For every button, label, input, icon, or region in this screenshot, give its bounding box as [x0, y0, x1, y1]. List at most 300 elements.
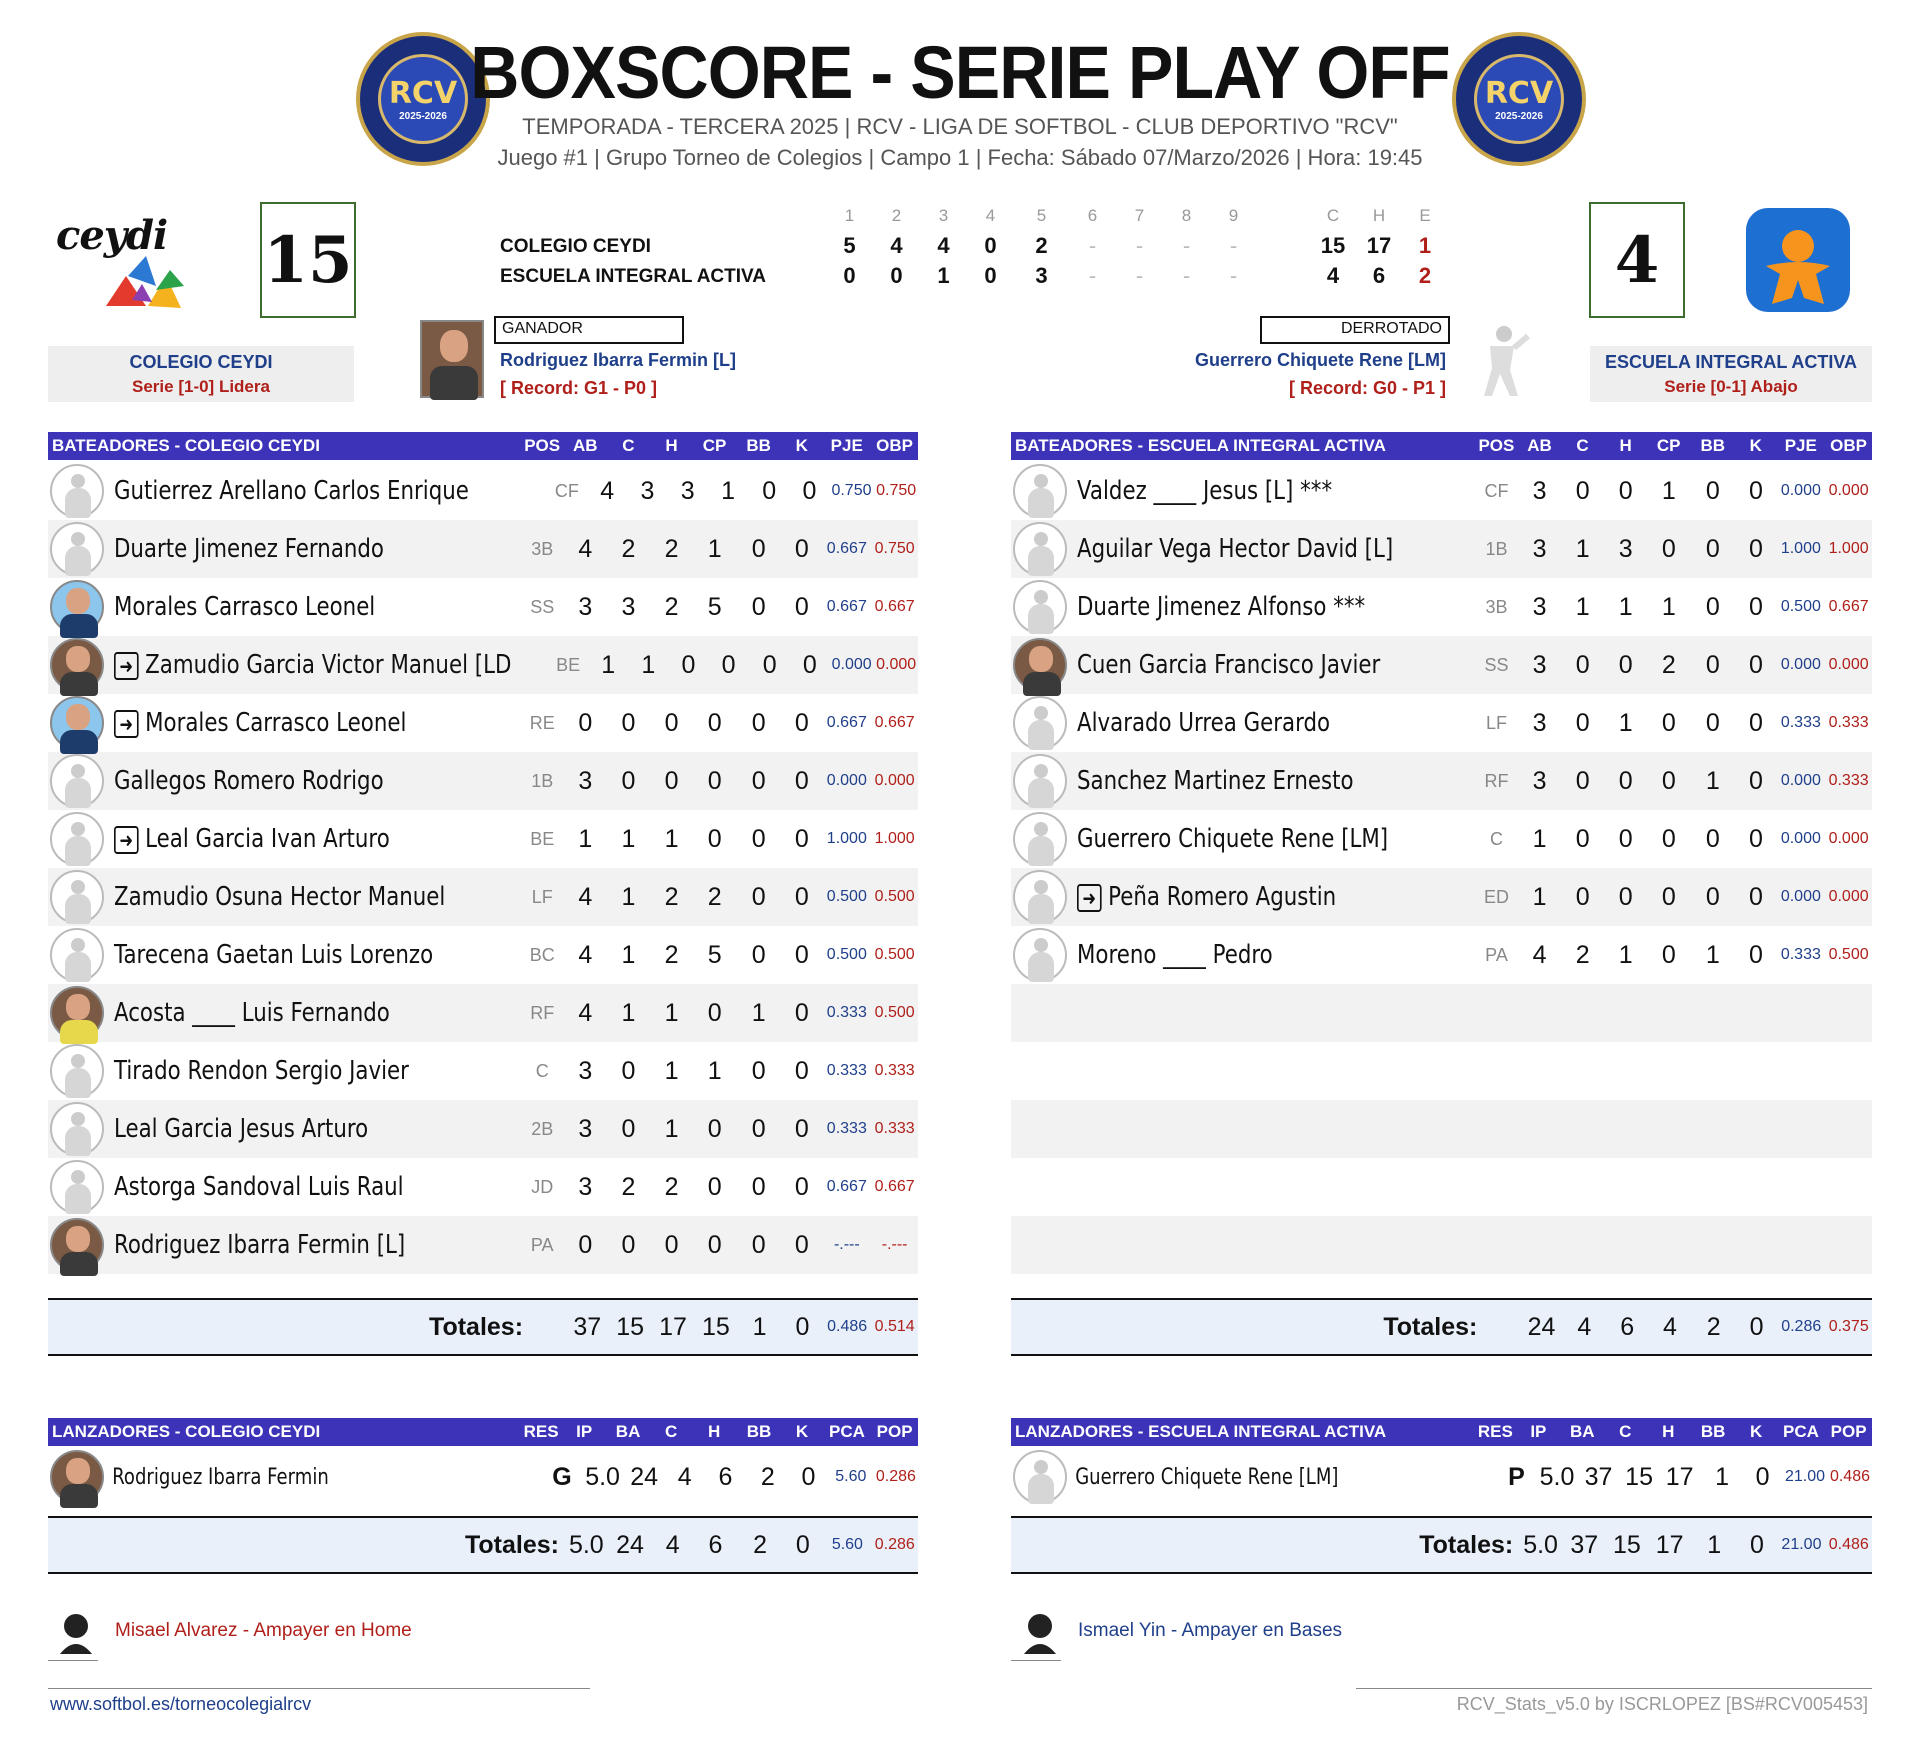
col-header: POP — [876, 1422, 913, 1441]
player-silhouette-icon — [1013, 812, 1067, 866]
stat-bb: 0 — [1705, 534, 1720, 563]
stat-cp: 0 — [1661, 824, 1676, 853]
totals-label: Totales: — [429, 1312, 524, 1341]
total-pop: 0.486 — [1828, 1536, 1869, 1553]
col-header: K — [1749, 1422, 1763, 1441]
stat-h: 2 — [664, 1172, 679, 1201]
total-ab: 24 — [1527, 1312, 1556, 1341]
col-header: PJE — [830, 436, 863, 455]
stat-cp: 0 — [1661, 940, 1676, 969]
empty-row — [1011, 1158, 1872, 1216]
player-photo — [50, 638, 104, 692]
player-name-wrap — [114, 824, 447, 854]
loser-label: DERROTADO — [1260, 316, 1450, 344]
stat-k: 0 — [794, 940, 809, 969]
stat-pje: 0.333 — [826, 1120, 867, 1137]
table-row[interactable] — [1011, 868, 1872, 926]
table-row[interactable] — [1011, 926, 1872, 984]
stat-ab: 1 — [1532, 882, 1547, 911]
inning-number: 5 — [1036, 206, 1047, 225]
home-inning-runs: 5 — [843, 233, 856, 258]
stat-c: 0 — [621, 708, 636, 737]
che-label: C — [1326, 206, 1340, 225]
home-h: 17 — [1366, 233, 1392, 258]
table-row[interactable] — [48, 752, 918, 810]
escuela-activa-logo — [1746, 208, 1850, 312]
player-cell — [104, 534, 521, 564]
player-name: Cuen Garcia Francisco Javier — [1077, 650, 1381, 680]
stat-obp: 0.667 — [874, 598, 915, 615]
stat-h: 0 — [664, 708, 679, 737]
table-row[interactable] — [48, 1100, 918, 1158]
away-che — [1310, 263, 1448, 289]
substitute-arrow-icon: ➜ — [114, 710, 139, 738]
stat-ab: 3 — [578, 1056, 593, 1085]
footer-line-right — [1356, 1688, 1872, 1689]
stat-pje: 0.750 — [831, 482, 872, 499]
away-e: 2 — [1418, 263, 1432, 288]
player-silhouette-icon — [50, 928, 104, 982]
stat-bb: 0 — [1705, 650, 1720, 679]
col-header: C — [664, 1422, 678, 1441]
empty-row — [1011, 1216, 1872, 1274]
col-header: OBP — [876, 436, 913, 455]
stat-k: 0 — [1748, 824, 1763, 853]
substitute-arrow-icon: ➜ — [1077, 884, 1102, 912]
player-name-wrap — [114, 534, 447, 564]
stat-h: 2 — [664, 940, 679, 969]
stat-c: 0 — [621, 766, 636, 795]
stat-h: 2 — [664, 534, 679, 563]
stat-k: 0 — [1748, 650, 1763, 679]
stat-pje: 0.333 — [1780, 714, 1821, 731]
stat-pje: 0.000 — [831, 656, 872, 673]
player-cell — [104, 650, 548, 680]
stat-h: 0 — [681, 650, 696, 679]
player-cell — [104, 766, 521, 796]
batting-header — [1011, 432, 1872, 460]
total-k: 0 — [1749, 1530, 1764, 1559]
player-name: Morales Carrasco Leonel — [145, 708, 407, 738]
col-header: OBP — [1830, 436, 1867, 455]
player-name: Zamudio Osuna Hector Manuel — [114, 882, 446, 912]
away-score-box: 4 — [1589, 202, 1685, 318]
col-header: C — [622, 436, 635, 455]
stat-pca: 21.00 — [1784, 1468, 1825, 1485]
pitching-title: LANZADORES - ESCUELA INTEGRAL ACTIVA — [1015, 1422, 1387, 1441]
total-obp: 0.514 — [874, 1318, 915, 1335]
stat-h: 0 — [664, 766, 679, 795]
stat-ab: 3 — [1532, 534, 1547, 563]
inning-number: 8 — [1181, 206, 1192, 225]
stat-bb: 0 — [751, 1056, 766, 1085]
stat-c: 0 — [1575, 882, 1590, 911]
player-name: Acosta ____ Luis Fernando — [114, 998, 390, 1028]
stat-cp: 0 — [707, 998, 722, 1027]
stat-obp: 1.000 — [874, 830, 915, 847]
player-name-wrap — [114, 592, 447, 622]
stat-h: 2 — [664, 882, 679, 911]
footer-url[interactable]: www.softbol.es/torneocolegialrcv — [50, 1694, 312, 1714]
stat-h: 1 — [1618, 592, 1633, 621]
col-header: K — [795, 436, 808, 455]
inning-number: 9 — [1228, 206, 1239, 225]
table-row[interactable] — [1011, 462, 1872, 520]
stat-pos: CF — [1484, 480, 1509, 501]
stat-ba: 24 — [630, 1462, 659, 1491]
stat-pje: 0.000 — [1780, 772, 1821, 789]
stat-bb: 0 — [751, 824, 766, 853]
stat-ip: 5.0 — [585, 1462, 620, 1491]
stat-c: 3 — [621, 592, 636, 621]
player-name: Leal Garcia Ivan Arturo — [145, 824, 390, 854]
player-silhouette-icon — [50, 1160, 104, 1214]
divider — [1011, 1660, 1061, 1661]
stat-h: 1 — [1618, 708, 1633, 737]
player-name: Duarte Jimenez Alfonso *** — [1077, 592, 1366, 622]
stat-pje: 0.667 — [826, 1178, 867, 1195]
away-batting-table — [1011, 432, 1872, 1356]
total-ip: 5.0 — [1523, 1530, 1558, 1559]
home-inning-runs: 2 — [1035, 233, 1048, 258]
col-header: PCA — [828, 1422, 865, 1441]
table-row[interactable] — [1011, 810, 1872, 868]
table-row[interactable] — [48, 810, 918, 868]
totals-label: Totales: — [1383, 1312, 1478, 1341]
col-header: PJE — [1784, 436, 1817, 455]
pitching-header — [48, 1418, 918, 1446]
stat-bb: 0 — [751, 1114, 766, 1143]
player-name-wrap — [114, 766, 447, 796]
stat-pje: 0.000 — [1780, 830, 1821, 847]
stat-h: 1 — [664, 1114, 679, 1143]
total-ab: 37 — [573, 1312, 602, 1341]
stat-obp: 0.667 — [874, 714, 915, 731]
stat-h: 1 — [664, 824, 679, 853]
col-header: AB — [1527, 436, 1552, 455]
player-name: Peña Romero Agustin — [1108, 882, 1337, 912]
stat-cp: 1 — [707, 1056, 722, 1085]
home-batting-table — [48, 432, 918, 1356]
stat-cp: 5 — [707, 592, 722, 621]
stat-pos: 1B — [1485, 538, 1508, 559]
player-cell — [104, 1230, 521, 1260]
page-title: BOXSCORE - SERIE PLAY OFF — [470, 31, 1450, 114]
player-photo — [50, 1450, 104, 1504]
stat-pos: RE — [529, 712, 555, 733]
batting-title: BATEADORES - ESCUELA INTEGRAL ACTIVA — [1015, 436, 1386, 455]
stat-ab: 4 — [578, 998, 593, 1027]
table-row[interactable] — [48, 1216, 918, 1274]
stat-ab: 3 — [1532, 476, 1547, 505]
stat-bb: 0 — [1705, 592, 1720, 621]
player-cell — [1067, 650, 1475, 680]
home-inning-runs: - — [1088, 233, 1097, 258]
stat-k: 0 — [1748, 940, 1763, 969]
pitcher-name: Rodriguez Ibarra Fermin — [112, 1464, 329, 1490]
stat-h: 0 — [664, 1230, 679, 1259]
stat-pje: 0.667 — [826, 540, 867, 557]
player-name: Moreno ____ Pedro — [1077, 940, 1273, 970]
table-row[interactable] — [48, 578, 918, 636]
stat-cp: 0 — [707, 1172, 722, 1201]
stat-bb: 0 — [1705, 882, 1720, 911]
player-photo — [1013, 638, 1067, 692]
stat-bb: 0 — [1705, 824, 1720, 853]
linescore-home-name: COLEGIO CEYDI — [500, 236, 651, 257]
table-row[interactable] — [48, 1158, 918, 1216]
col-header: CP — [702, 436, 727, 455]
player-silhouette-icon — [50, 464, 104, 518]
table-row[interactable] — [1011, 520, 1872, 578]
stat-bb: 0 — [1705, 708, 1720, 737]
table-row[interactable] — [48, 520, 918, 578]
player-silhouette-icon — [1013, 696, 1067, 750]
stat-k: 0 — [1755, 1462, 1770, 1491]
stat-bb: 1 — [1705, 940, 1720, 969]
total-h: 6 — [708, 1530, 723, 1559]
player-name-wrap — [1077, 592, 1403, 622]
stat-cp: 0 — [707, 1230, 722, 1259]
total-ip: 5.0 — [568, 1530, 604, 1559]
stat-obp: 0.000 — [1828, 482, 1869, 499]
home-inning-runs: 4 — [937, 233, 950, 258]
stat-obp: 0.000 — [876, 656, 917, 673]
stat-c: 0 — [1575, 766, 1590, 795]
player-name-wrap — [1077, 650, 1403, 680]
table-row[interactable] — [1011, 578, 1872, 636]
player-photo — [50, 1218, 104, 1272]
winner-label: GANADOR — [494, 316, 684, 344]
away-team-box — [1590, 346, 1872, 402]
table-row[interactable] — [48, 694, 918, 752]
col-header: BA — [615, 1422, 641, 1441]
stat-c: 0 — [621, 1114, 636, 1143]
table-row[interactable] — [48, 868, 918, 926]
stat-k: 0 — [794, 1230, 809, 1259]
stat-obp: 0.500 — [874, 888, 915, 905]
stat-bb: 0 — [751, 592, 766, 621]
divider — [48, 1660, 98, 1661]
stat-pos: C — [1490, 828, 1503, 849]
total-ba: 24 — [616, 1530, 644, 1559]
col-header: H — [1619, 436, 1632, 455]
stat-k: 0 — [1748, 534, 1763, 563]
empty-row — [1011, 984, 1872, 1042]
total-c: 15 — [1613, 1530, 1641, 1559]
player-cell — [1067, 534, 1475, 564]
col-header: BA — [1569, 1422, 1595, 1441]
player-cell — [1067, 824, 1475, 854]
stat-pop: 0.486 — [1829, 1468, 1870, 1485]
stat-h: 0 — [1618, 476, 1633, 505]
winner-record: [ Record: G1 - P0 ] — [500, 378, 658, 398]
player-silhouette-icon — [50, 1044, 104, 1098]
stat-h: 2 — [664, 592, 679, 621]
stat-pos: BE — [556, 654, 581, 675]
table-row[interactable] — [48, 1042, 918, 1100]
total-bb: 1 — [752, 1312, 767, 1341]
stat-pje: 0.500 — [826, 946, 867, 963]
totals-row — [48, 1298, 918, 1356]
total-k: 0 — [795, 1530, 810, 1559]
stat-cp: 0 — [707, 766, 722, 795]
stat-k: 0 — [802, 476, 817, 505]
player-cell — [104, 1056, 521, 1086]
stat-c: 1 — [641, 650, 656, 679]
table-row[interactable] — [48, 984, 918, 1042]
stat-pop: 0.286 — [875, 1468, 916, 1485]
inning-number: 4 — [985, 206, 996, 225]
stat-pos: ED — [1484, 886, 1510, 907]
stat-cp: 1 — [721, 476, 735, 505]
player-cell — [104, 940, 521, 970]
stat-cp: 0 — [707, 1114, 722, 1143]
player-cell — [104, 592, 521, 622]
player-name-wrap — [114, 476, 469, 506]
stat-bb: 0 — [751, 882, 766, 911]
stat-pje: 0.000 — [1780, 888, 1821, 905]
batting-rows — [48, 460, 918, 1274]
stat-ab: 4 — [1532, 940, 1547, 969]
player-name-wrap — [114, 708, 447, 738]
stat-c: 2 — [621, 534, 636, 563]
innings-header — [826, 206, 1257, 226]
home-inning-runs: - — [1135, 233, 1144, 258]
player-silhouette-icon — [50, 522, 104, 576]
col-header: POS — [1478, 436, 1515, 455]
stat-pje: 1.000 — [826, 830, 867, 847]
stat-k: 0 — [794, 1056, 809, 1085]
col-header: POS — [524, 436, 561, 455]
home-inning-runs: 4 — [890, 233, 903, 258]
game-info: Juego #1 | Grupo Torneo de Colegios | Campo 1 | Fecha: Sábado 07/Marzo/2026 | Hora: 19:45 — [497, 145, 1423, 170]
player-name-wrap — [1077, 940, 1403, 970]
stat-k: 0 — [1748, 592, 1763, 621]
stat-ab: 1 — [1532, 824, 1547, 853]
che-header — [1310, 206, 1448, 226]
stat-pje: 0.667 — [826, 714, 867, 731]
table-row[interactable] — [1011, 694, 1872, 752]
total-k: 0 — [795, 1312, 810, 1341]
table-row[interactable] — [48, 636, 918, 694]
che-label: H — [1372, 206, 1386, 225]
player-silhouette-icon — [50, 812, 104, 866]
empty-row — [1011, 1100, 1872, 1158]
stat-k: 0 — [794, 592, 809, 621]
stat-c: 0 — [1575, 708, 1590, 737]
away-series-status: Serie [0-1] Abajo — [1664, 377, 1798, 396]
away-inning-runs: - — [1135, 263, 1144, 288]
substitute-arrow-icon: ➜ — [114, 652, 139, 680]
player-cell — [104, 1172, 521, 1202]
stat-k: 0 — [1748, 708, 1763, 737]
stat-h: 3 — [680, 476, 695, 505]
col-header: AB — [572, 436, 598, 455]
total-c: 4 — [1577, 1312, 1592, 1341]
stat-obp: 0.500 — [874, 1004, 915, 1021]
stat-h: 0 — [1618, 650, 1633, 679]
player-name: Sanchez Martinez Ernesto — [1077, 766, 1354, 796]
totals-row — [1011, 1516, 1872, 1574]
col-header: BB — [746, 1422, 772, 1441]
player-name: Duarte Jimenez Fernando — [114, 534, 384, 564]
stat-k: 0 — [802, 650, 817, 679]
player-name: Gallegos Romero Rodrigo — [114, 766, 384, 796]
rcv-logo-right: RCV 2025-2026 — [1452, 32, 1586, 166]
table-row[interactable] — [48, 1448, 918, 1506]
stat-h: 1 — [1618, 940, 1633, 969]
player-name-wrap — [1077, 476, 1403, 506]
total-cp: 4 — [1663, 1312, 1677, 1341]
table-row[interactable] — [1011, 752, 1872, 810]
season-subtitle: TEMPORADA - TERCERA 2025 | RCV - LIGA DE SOFTBOL - CLUB DEPORTIVO "RCV" — [522, 114, 1398, 139]
col-header: C — [1576, 436, 1589, 455]
player-name-wrap — [114, 1114, 447, 1144]
totals-row — [48, 1516, 918, 1574]
player-name: Morales Carrasco Leonel — [114, 592, 376, 622]
inning-number: 6 — [1087, 206, 1098, 225]
total-h: 17 — [1655, 1530, 1684, 1559]
player-name: Guerrero Chiquete Rene [LM] — [1077, 824, 1389, 854]
col-header: H — [665, 436, 678, 455]
stat-ab: 0 — [578, 1230, 593, 1259]
stat-bb: 0 — [751, 534, 766, 563]
inning-number: 1 — [844, 206, 855, 225]
total-pop: 0.286 — [874, 1536, 915, 1553]
stat-c: 0 — [621, 1056, 636, 1085]
stat-ab: 4 — [578, 882, 593, 911]
stat-pje: 0.667 — [826, 598, 867, 615]
stat-pos: PA — [530, 1234, 554, 1255]
player-name-wrap — [114, 650, 512, 680]
batting-rows — [1011, 460, 1872, 1274]
table-row[interactable] — [48, 462, 918, 520]
stat-cp: 1 — [1661, 476, 1676, 505]
stat-pos: SS — [1484, 654, 1509, 675]
total-k: 0 — [1749, 1312, 1764, 1341]
stat-ab: 4 — [578, 534, 593, 563]
linescore-away-name: ESCUELA INTEGRAL ACTIVA — [500, 266, 767, 287]
player-cell — [1067, 882, 1475, 912]
stat-c: 1 — [1575, 534, 1590, 563]
table-row[interactable] — [1011, 636, 1872, 694]
stat-pje: -.--- — [833, 1236, 860, 1253]
inning-number: 7 — [1134, 206, 1145, 225]
col-header: IP — [576, 1422, 593, 1441]
player-silhouette-icon — [1013, 580, 1067, 634]
home-umpire: Misael Alvarez - Ampayer en Home — [115, 1620, 412, 1641]
stat-c: 3 — [640, 476, 655, 505]
player-cell — [1067, 476, 1475, 506]
away-inning-runs: - — [1182, 263, 1191, 288]
table-row[interactable] — [48, 926, 918, 984]
stat-obp: 0.500 — [1828, 946, 1869, 963]
stat-obp: 0.000 — [1828, 656, 1869, 673]
stat-bb: 0 — [751, 708, 766, 737]
away-inning-runs: 0 — [843, 263, 856, 288]
stat-pos: 3B — [531, 538, 554, 559]
stat-k: 0 — [1748, 882, 1763, 911]
home-c: 15 — [1320, 233, 1346, 258]
player-cell — [104, 476, 547, 506]
player-cell — [104, 998, 521, 1028]
stat-obp: 1.000 — [1828, 540, 1869, 557]
table-row[interactable] — [1011, 1448, 1872, 1506]
player-name-wrap — [114, 1056, 447, 1086]
stat-k: 0 — [1748, 766, 1763, 795]
home-che — [1310, 233, 1448, 259]
